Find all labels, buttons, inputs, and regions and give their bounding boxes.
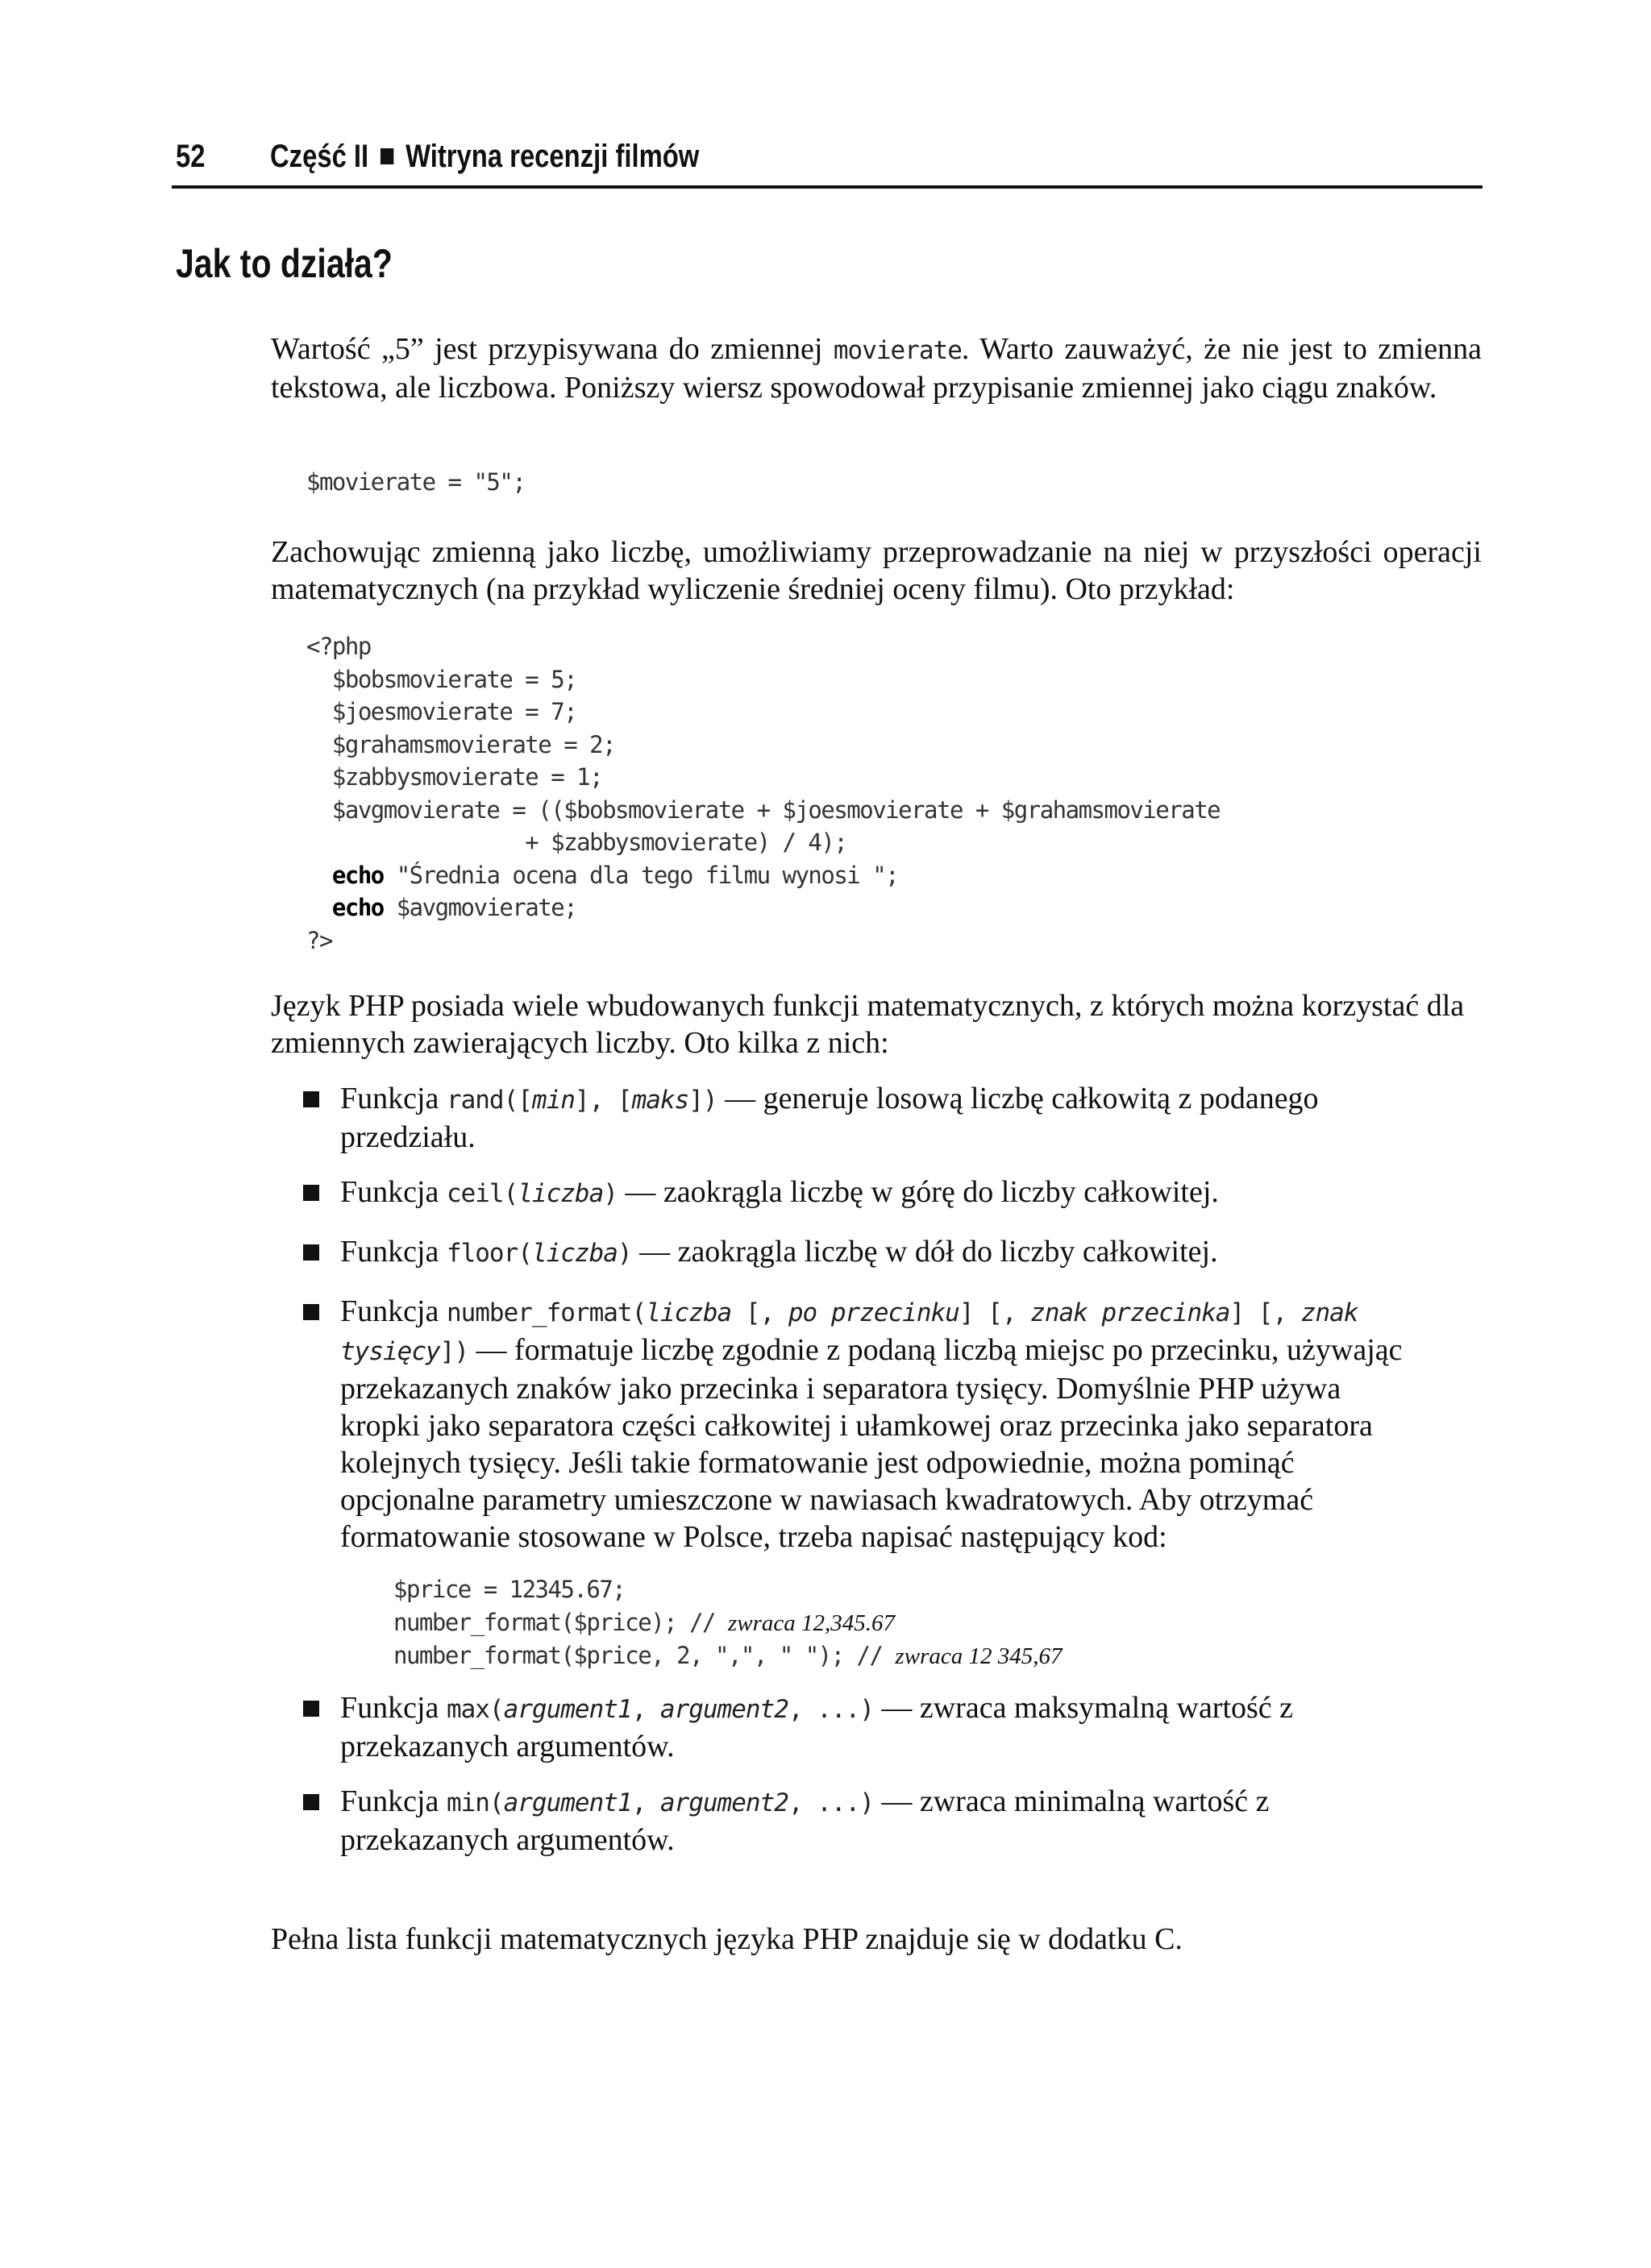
item-lead: Funkcja — [340, 1294, 447, 1328]
code-part: rand([ — [446, 1086, 532, 1115]
code-line: $price = 12345.67; — [393, 1576, 626, 1603]
code-arg: po przecinku — [788, 1298, 959, 1327]
function-signature — [447, 1239, 632, 1268]
list-item — [303, 1783, 1416, 1859]
code-line: $avgmovierate; — [383, 894, 577, 921]
code-line: ?> — [306, 926, 332, 954]
item-lead: Funkcja — [340, 1175, 447, 1209]
running-header-title — [270, 139, 699, 175]
paragraph-1-before: Wartość „5” jest przypisywana do zmiennej — [271, 332, 834, 366]
section-heading: Jak to działa? — [176, 241, 393, 286]
paragraph-1-after: . Warto zauważyć, że nie jest to zmienna tekstowa, ale liczbowa. Poniższy wiersz spowodował przypisanie zmiennej jako ciągu znaków. — [271, 332, 1482, 405]
code-part: ]) — [439, 1337, 468, 1366]
item-lead: Funkcja — [340, 1784, 447, 1818]
code-line: $grahamsmovierate = 2; — [306, 730, 616, 758]
square-bullet-icon — [303, 1304, 319, 1320]
code-line: $bobsmovierate = 5; — [306, 665, 577, 693]
code-comment: zwraca 12 345,67 — [895, 1643, 1063, 1669]
page-number: 52 — [176, 139, 206, 174]
code-arg: argument2 — [659, 1694, 788, 1724]
code-block-3 — [393, 1573, 1416, 1673]
code-arg: znak tysięcy — [340, 1298, 1358, 1366]
code-comment: zwraca 12,345.67 — [727, 1610, 895, 1636]
code-arg: argument1 — [503, 1694, 632, 1724]
item-text: — formatuje liczbę zgodnie z podaną liczbą miejsc po przecinku, używając przekazanych znaków jako przecinka i separatora tysięcy. Domyślnie PHP używa kropki jako separatora części całkowitej i ułamkowej oraz przecinka jako separatora kolejnych tysięcy. Jeśli takie formatowanie jest odpowiednie, można pominąć opcjonalne parametry umieszczone w nawiasach kwadratowych. Aby otrzymać formatowanie stosowane w Polsce, trzeba napisać następujący kod: — [340, 1333, 1403, 1554]
code-part: , ...) — [788, 1694, 874, 1724]
paragraph-3: Język PHP posiada wiele wbudowanych funkcji matematycznych, z których można korzystać dla zmiennych zawierających liczby. Oto kilka z nich: — [271, 989, 1465, 1060]
function-list — [303, 1080, 1416, 1859]
code-part: , — [631, 1788, 660, 1817]
code-part: ] [, — [959, 1298, 1031, 1327]
item-text: — generuje losową liczbę całkowitą z podanego przedziału. — [340, 1082, 1319, 1154]
code-arg: znak przecinka — [1030, 1298, 1230, 1327]
code-part: ] [, — [1229, 1298, 1301, 1327]
function-signature — [447, 1179, 618, 1208]
list-item — [303, 1293, 1416, 1673]
item-text: — zaokrągla liczbę w górę do liczby całkowitej. — [617, 1175, 1219, 1209]
item-text: — zwraca maksymalną wartość z przekazanych argumentów. — [340, 1690, 1294, 1763]
code-line: number_format($price); // — [393, 1608, 728, 1636]
item-lead: Funkcja — [340, 1690, 447, 1725]
code-block-2 — [306, 630, 1220, 957]
square-bullet-icon — [303, 1794, 319, 1810]
chapter-title: Witryna recenzji filmów — [405, 139, 700, 174]
code-part: number_format( — [446, 1298, 647, 1327]
code-arg: argument2 — [659, 1788, 788, 1817]
function-signature — [447, 1695, 874, 1724]
code-keyword: echo — [331, 894, 384, 921]
code-part: max( — [446, 1694, 504, 1724]
code-part: , ...) — [788, 1788, 874, 1817]
code-part: , — [631, 1694, 660, 1724]
code-arg: liczba — [518, 1179, 604, 1208]
code-line: <?php — [306, 633, 371, 660]
code-part: ]) — [688, 1086, 717, 1115]
paragraph-4: Pełna lista funkcji matematycznych języka PHP znajduje się w dodatku C. — [271, 1922, 1183, 1956]
item-lead: Funkcja — [340, 1235, 447, 1269]
item-lead: Funkcja — [340, 1082, 447, 1115]
code-line: $joesmovierate = 7; — [306, 698, 577, 725]
square-bullet-icon — [303, 1244, 319, 1261]
code-part: ], [ — [574, 1086, 632, 1115]
code-part: min( — [446, 1788, 504, 1817]
code-arg: liczba — [531, 1239, 618, 1268]
square-bullet-icon — [303, 1091, 319, 1107]
function-signature — [447, 1788, 874, 1817]
function-signature — [447, 1086, 717, 1115]
item-text: — zwraca minimalną wartość z przekazanych argumentów. — [340, 1784, 1270, 1857]
code-keyword: echo — [331, 861, 384, 889]
code-arg: maks — [631, 1086, 689, 1115]
code-arg: min — [531, 1086, 575, 1115]
code-line: number_format($price, 2, ",", " "); // — [393, 1642, 896, 1669]
paragraph-1 — [271, 330, 1482, 406]
code-part: ) — [617, 1239, 632, 1268]
code-block-1: $movierate = "5"; — [306, 468, 526, 496]
code-line: $avgmovierate = (($bobsmovierate + $joesmovierate + $grahamsmovierate — [306, 795, 1221, 824]
list-item — [303, 1689, 1416, 1765]
list-item — [303, 1173, 1416, 1212]
running-header — [172, 139, 1483, 189]
code-line: "Średnia ocena dla tego filmu wynosi "; — [383, 861, 899, 889]
item-text: — zaokrągla liczbę w dół do liczby całkowitej. — [631, 1235, 1218, 1269]
code-line: + $zabbysmovierate) / 4); — [306, 829, 847, 856]
code-part: ceil( — [446, 1179, 518, 1208]
inline-code: movierate — [833, 336, 962, 365]
code-line: $zabbysmovierate = 1; — [306, 763, 603, 791]
list-item — [303, 1080, 1416, 1156]
code-part: floor( — [446, 1239, 532, 1268]
list-item — [303, 1233, 1416, 1272]
code-arg: liczba — [646, 1298, 732, 1327]
square-bullet-icon — [381, 148, 393, 164]
part-label: Część II — [270, 139, 369, 174]
square-bullet-icon — [303, 1185, 319, 1201]
square-bullet-icon — [303, 1701, 319, 1717]
paragraph-2: Zachowując zmienną jako liczbę, umożliwiamy przeprowadzanie na niej w przyszłości operacji matematycznych (na przykład wyliczenie średniej oceny filmu). Oto przykład: — [271, 535, 1482, 606]
code-part: [, — [731, 1298, 788, 1327]
code-arg: argument1 — [503, 1788, 632, 1817]
code-part: ) — [603, 1179, 618, 1208]
